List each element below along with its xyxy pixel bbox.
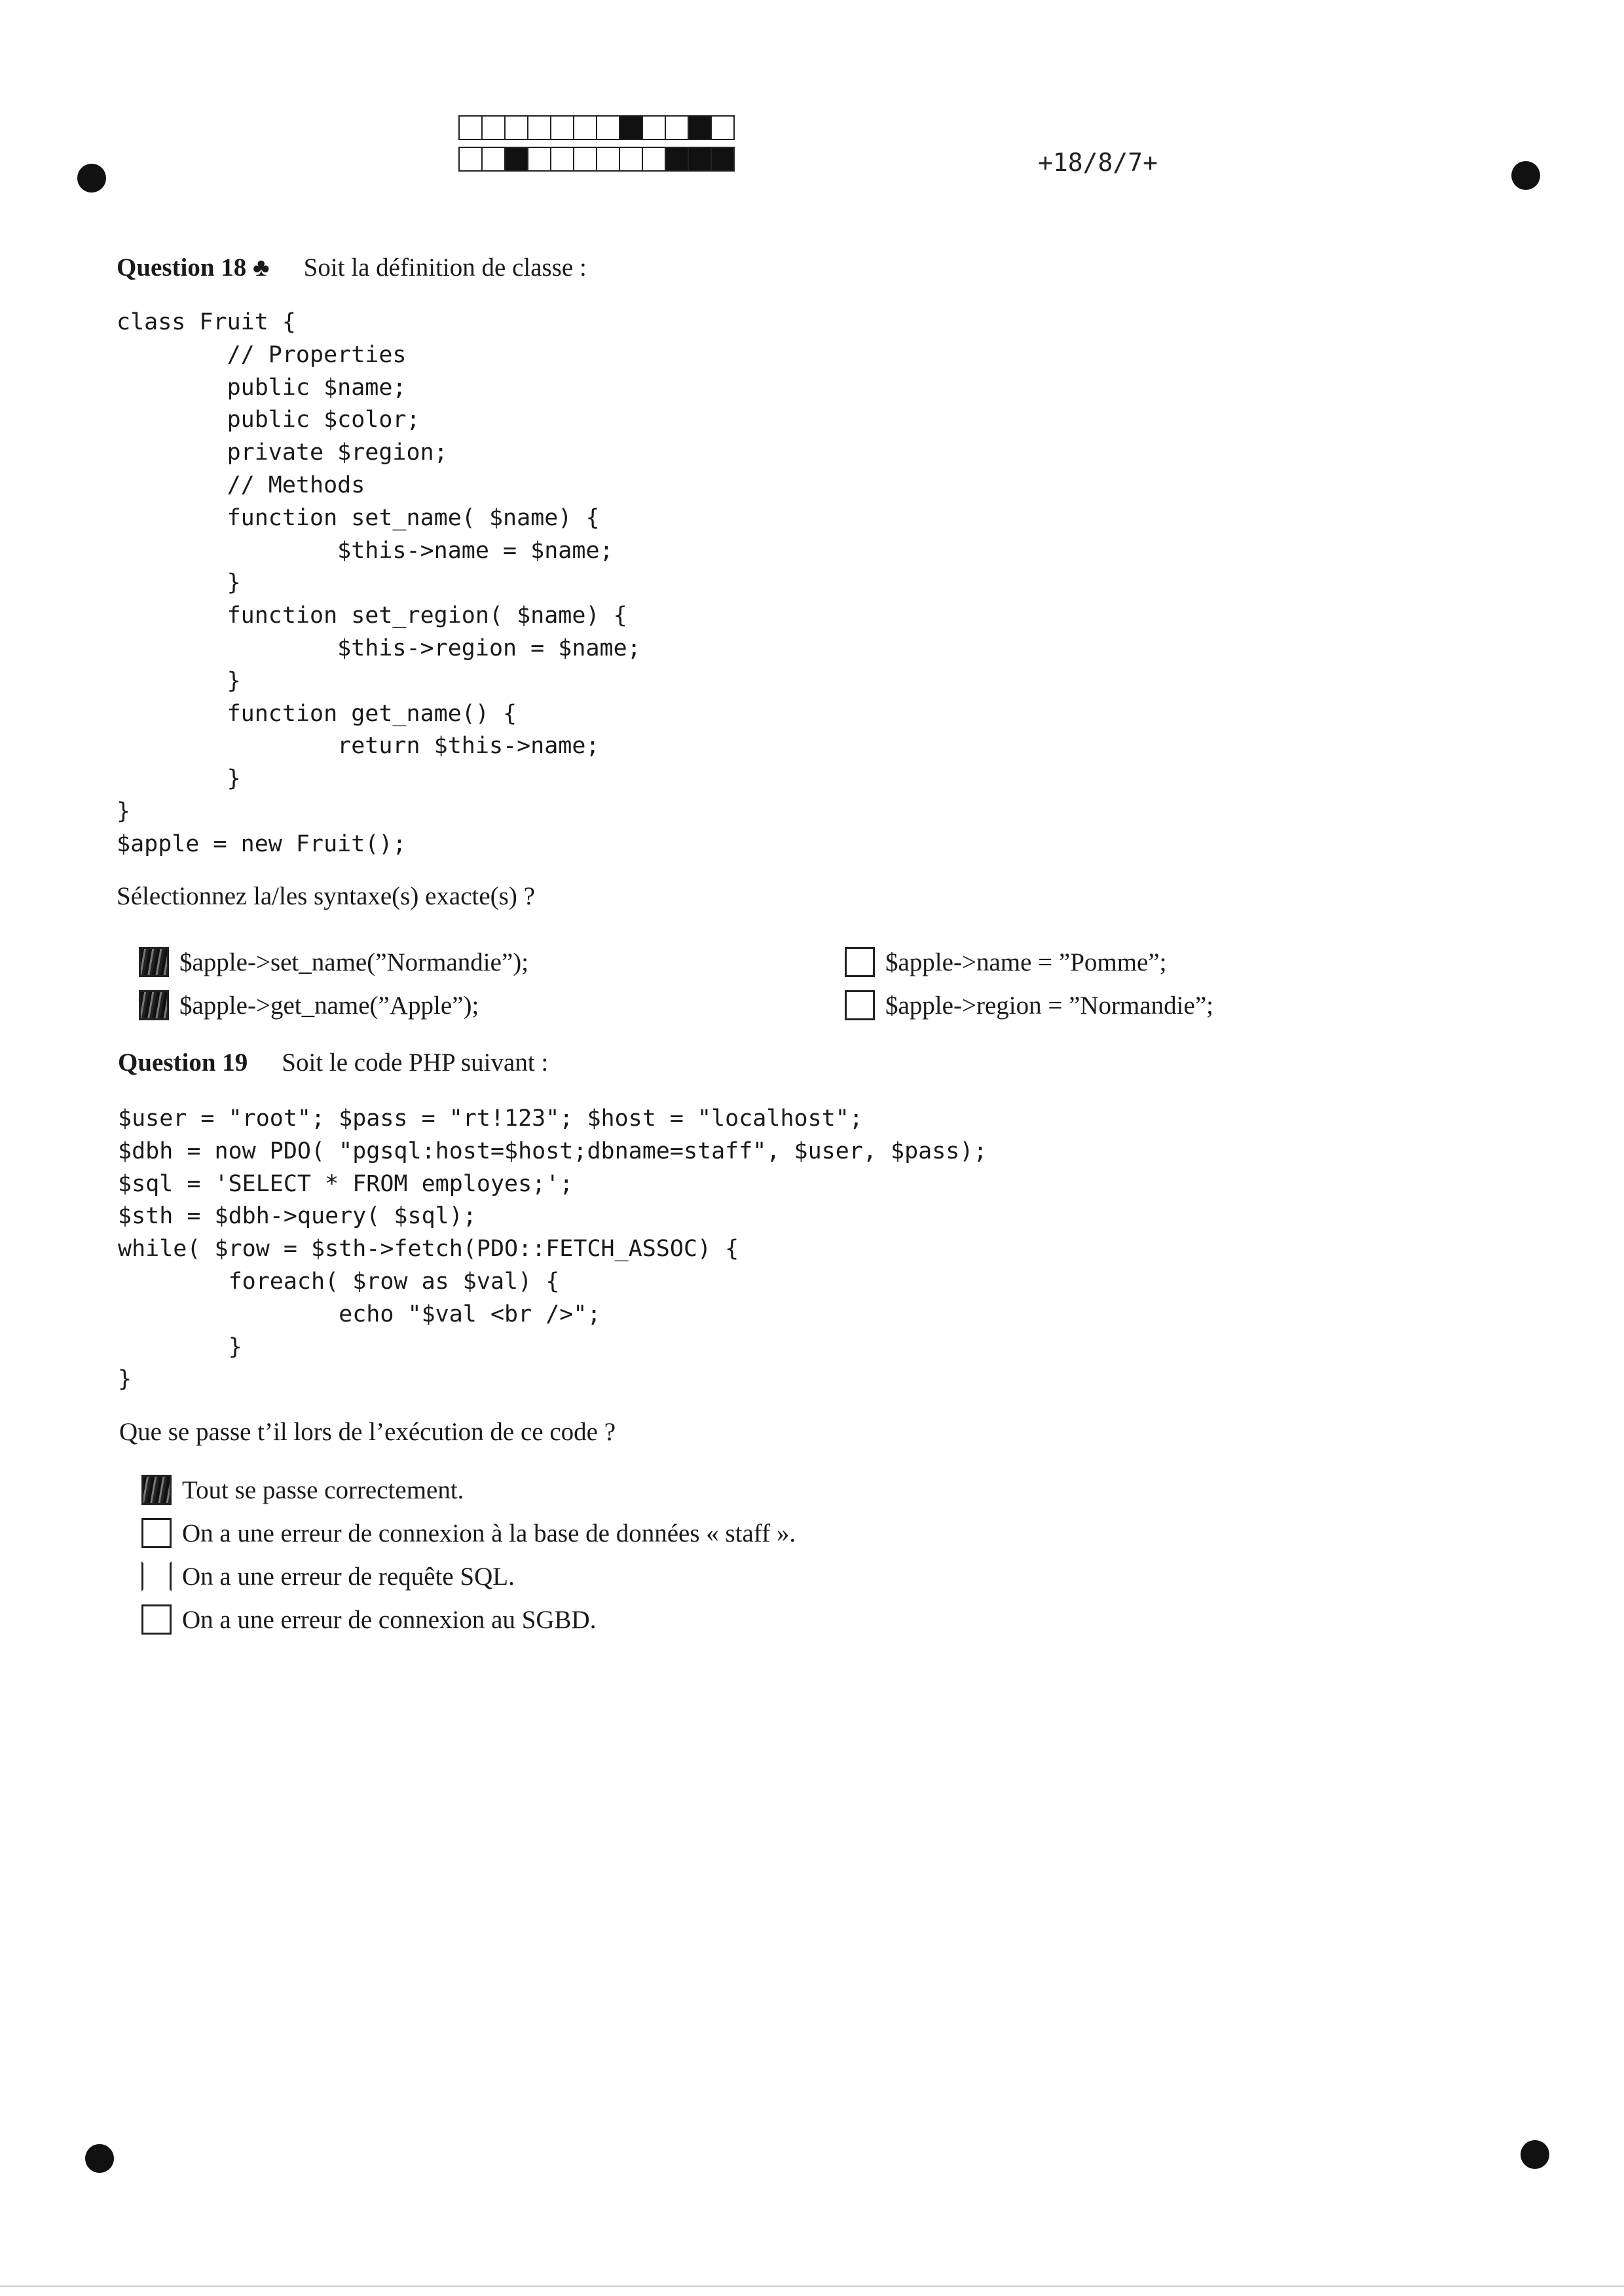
q18-answer-3-label: $apple->name = ”Pomme”; <box>885 948 1167 976</box>
barcode-row-1 <box>458 115 733 141</box>
page-bottom-edge <box>0 2286 1624 2287</box>
checkbox-checked[interactable] <box>139 990 169 1020</box>
q18-answer-2[interactable] <box>139 990 479 1020</box>
question-19-question: Que se passe t’il lors de l’exécution de ce code ? <box>119 1418 616 1446</box>
barcode-cell <box>458 115 483 140</box>
barcode-cell <box>481 147 506 172</box>
question-18-prompt: Soit la définition de classe : <box>303 253 587 282</box>
barcode-cell <box>710 115 735 140</box>
registration-mark-top-left <box>77 164 106 193</box>
q18-answer-4[interactable] <box>845 990 1213 1020</box>
barcode-cell <box>573 147 597 172</box>
barcode-cell <box>504 147 528 172</box>
question-19-prompt: Soit le code PHP suivant : <box>282 1048 549 1077</box>
question-19-header <box>118 1048 548 1077</box>
page-barcode <box>458 115 733 178</box>
barcode-cell <box>688 147 712 172</box>
barcode-cell <box>527 115 551 140</box>
barcode-cell <box>481 115 506 140</box>
checkbox-empty[interactable] <box>845 947 875 977</box>
checkbox-checked[interactable] <box>139 947 169 977</box>
q18-answer-4-label: $apple->region = ”Normandie”; <box>885 991 1213 1020</box>
barcode-cell <box>642 115 666 140</box>
barcode-cell <box>665 115 689 140</box>
barcode-cell <box>665 147 689 172</box>
barcode-row-2 <box>458 147 733 173</box>
q18-answer-1[interactable] <box>139 947 528 977</box>
barcode-cell <box>619 147 643 172</box>
q18-answer-3[interactable] <box>845 947 1167 977</box>
checkbox-empty[interactable] <box>141 1604 172 1635</box>
question-19-title: Question 19 <box>118 1048 248 1077</box>
question-18-question: Sélectionnez la/les syntaxe(s) exacte(s) ? <box>117 882 535 910</box>
q19-answer-4[interactable] <box>141 1604 596 1635</box>
q19-answer-1[interactable] <box>141 1475 464 1505</box>
barcode-cell <box>688 115 712 140</box>
registration-mark-bottom-right <box>1521 2140 1549 2169</box>
registration-mark-top-right <box>1511 161 1540 190</box>
q19-answer-1-label: Tout se passe correctement. <box>182 1475 464 1504</box>
checkbox-empty[interactable] <box>141 1518 172 1548</box>
barcode-cell <box>550 147 574 172</box>
question-18-code: class Fruit { // Properties public $name; public $color; private $region; // Methods function set_name( $name) { $this->name = $name; } function set_region( $name) { $this->region = $name; } function get_name() { return $this->name; } } $apple = new Fruit(); <box>117 309 641 857</box>
registration-mark-bottom-left <box>85 2144 114 2173</box>
question-19-code: $user = "root"; $pass = "rt!123"; $host = "localhost"; $dbh = now PDO( "pgsql:host=$host;dbname=staff", $user, $pass); $sql = 'SELECT * FROM employes;'; $sth = $dbh->query( $sql); while( $row = $sth->fetch(PDO::FETCH_ASSOC) { foreach( $row as $val) { echo "$val <br />"; } } <box>118 1105 987 1393</box>
barcode-cell <box>573 115 597 140</box>
q19-answer-4-label: On a une erreur de connexion au SGBD. <box>182 1605 597 1634</box>
barcode-cell <box>642 147 666 172</box>
barcode-cell <box>596 147 620 172</box>
q19-answer-3-label: On a une erreur de requête SQL. <box>182 1562 515 1591</box>
barcode-cell <box>504 115 528 140</box>
barcode-cell <box>619 115 643 140</box>
question-18-title: Question 18 ♣ <box>117 253 270 282</box>
page-identifier: +18/8/7+ <box>1038 148 1158 177</box>
q19-answer-2[interactable] <box>141 1518 796 1548</box>
barcode-cell <box>710 147 735 172</box>
q19-answer-2-label: On a une erreur de connexion à la base de données « staff ». <box>182 1519 796 1547</box>
barcode-cell <box>527 147 551 172</box>
barcode-cell <box>458 147 483 172</box>
checkbox-checked[interactable] <box>141 1475 172 1505</box>
checkbox-empty[interactable] <box>845 990 875 1020</box>
barcode-cell <box>596 115 620 140</box>
barcode-cell <box>550 115 574 140</box>
checkbox-erased[interactable] <box>141 1561 172 1591</box>
q18-answer-2-label: $apple->get_name(”Apple”); <box>179 991 479 1020</box>
q18-answer-1-label: $apple->set_name(”Normandie”); <box>179 948 529 976</box>
q19-answer-3[interactable] <box>141 1561 515 1591</box>
question-18-header <box>117 253 587 282</box>
